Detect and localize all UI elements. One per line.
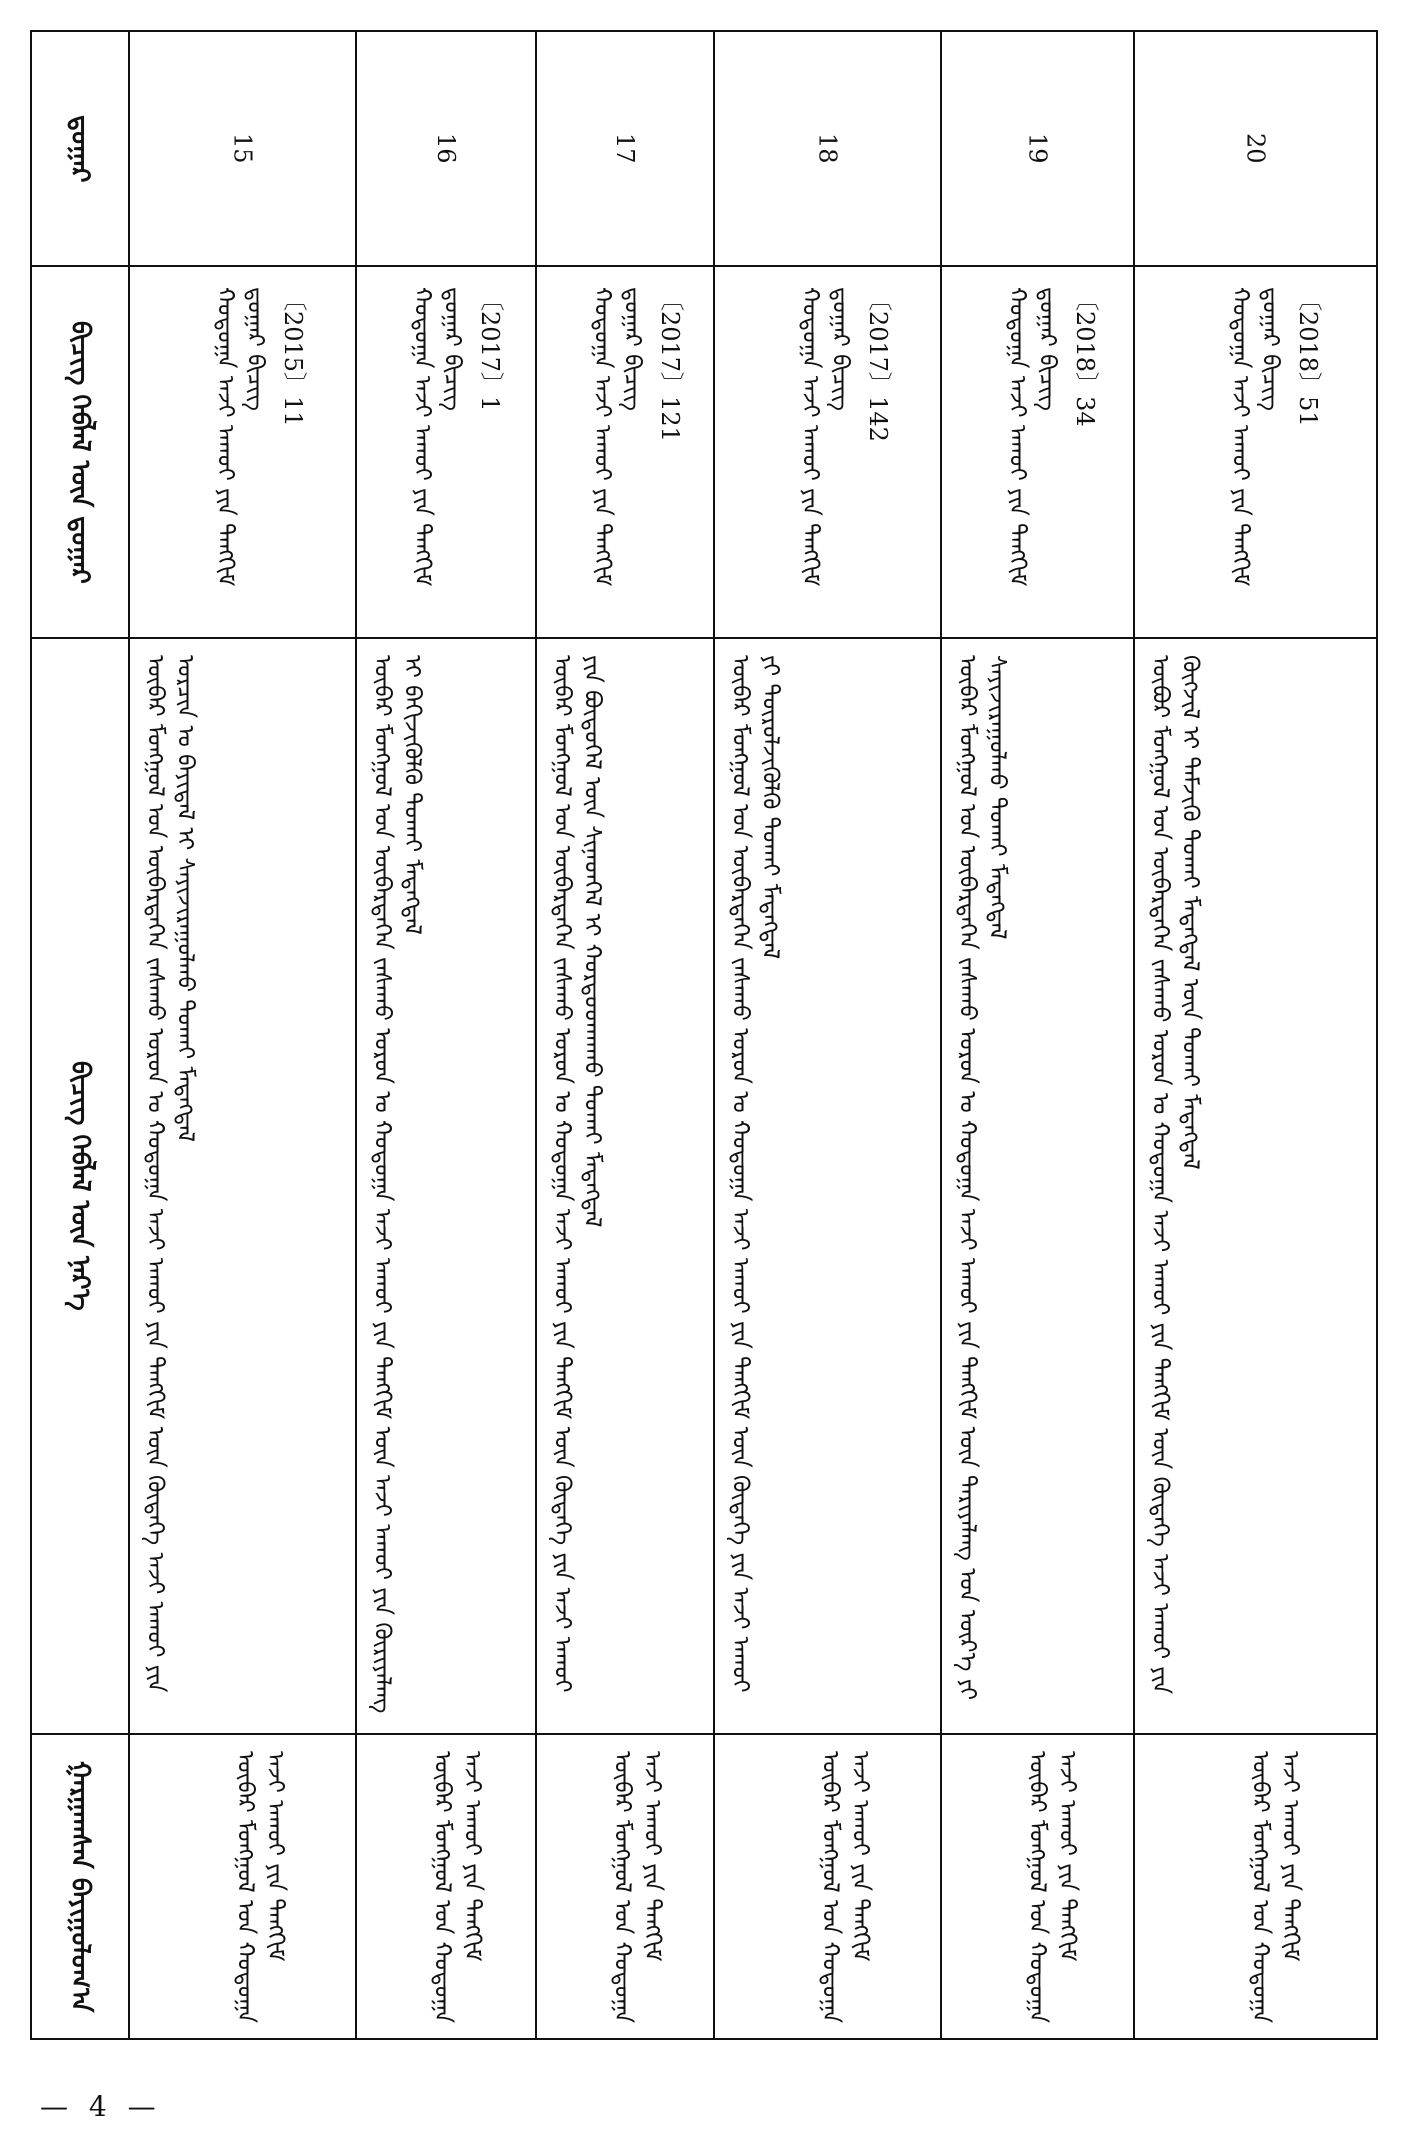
row-15-doc-title	[130, 639, 355, 1733]
row-17-issuer	[537, 1735, 713, 2038]
row-19-doc-title-text: ᠥᠪᠡᠷ ᠮᠣᠩᠭᠣᠯ ᠤᠨ ᠥᠪᠡᠷᠲᠡᠭᠡᠨ ᠵᠠᠰᠠᠬᠤ ᠣᠷᠣᠨ ᠤ ᠬᠣᠳᠣᠭᠠ ᠠᠵᠢ ᠠᠬᠤᠢ ᠶᠢᠨ ᠲᠡᠩᠬᠢᠮ ᠦᠨ ᠲᠠᠷᠢᠶᠠᠯᠠᠩ ᠤᠨ ᠦᠷ᠎ᠡ ᠶᠢ ᠰᠠᠶᠢᠵᠢᠷᠠᠭᠤᠯᠬᠤ ᠲᠤᠬᠠᠢ ᠮᠡᠳᠡᠭᠳᠡᠯ	[954, 655, 1010, 1701]
row-20-issuer	[1135, 1735, 1376, 2038]
header-doc-number	[32, 267, 128, 637]
header-doc-number-label: ᠪᠢᠴᠢᠭ ᠬᠡᠪᠯᠡᠯ ᠦᠨ ᠳ᠋ᠤᠭᠠᠷ	[65, 320, 95, 584]
row-15-doc-number-text: ᠬᠣᠳᠣᠭᠠ ᠠᠵᠢ ᠠᠬᠤᠢ ᠶᠢᠨ ᠲᠡᠩᠬᠢᠮ ᠳ᠋ᠤᠭᠠᠷ ᠪᠢᠴᠢᠭ	[212, 287, 268, 587]
row-15-doc-title-text: ᠥᠪᠡᠷ ᠮᠣᠩᠭᠣᠯ ᠤᠨ ᠥᠪᠡᠷᠲᠡᠭᠡᠨ ᠵᠠᠰᠠᠬᠤ ᠣᠷᠣᠨ ᠤ ᠬᠣᠳᠣᠭᠠ ᠠᠵᠢ ᠠᠬᠤᠢ ᠶᠢᠨ ᠲᠡᠩᠬᠢᠮ ᠦᠨ ᠬᠥᠳᠡᠭᠡ ᠠᠵᠢ ᠠᠬᠤᠢ ᠶᠢᠨ ᠣᠷᠴᠢᠨ ᠤ ᠪᠠᠶᠢᠳᠠᠯ ᠢ ᠰᠠᠶᠢᠵᠢᠷᠠᠭᠤᠯᠬᠤ ᠲᠤᠬᠠᠢ ᠮᠡᠳᠡᠭᠳᠡᠯ	[142, 655, 198, 1693]
row-15-serial-value: 15	[228, 133, 257, 164]
row-20-doc-prefix: 〔2018〕51	[1294, 287, 1322, 427]
row-16-doc-title	[357, 639, 535, 1733]
row-19-serial-value: 19	[1023, 133, 1052, 164]
row-20-doc-title-text: ᠦᠪᠦᠷ ᠮᠣᠩᠭᠣᠯ ᠤᠨ ᠥᠪᠡᠷᠲᠡᠭᠡᠨ ᠵᠠᠰᠠᠬᠤ ᠣᠷᠣᠨ ᠤ ᠬᠣᠳᠣᠭᠠ ᠠᠵᠢ ᠠᠬᠤᠢ ᠶᠢᠨ ᠲᠡᠩᠬᠢᠮ ᠦᠨ ᠬᠦᠳᠡᠭᠡ ᠠᠵᠢ ᠠᠬᠤᠢ ᠶᠢᠨ ᠬᠥᠭᠵᠢᠯ ᠢ ᠳᠡᠮᠵᠢᠬᠦ ᠲᠤᠬᠠᠢ ᠮᠡᠳᠡᠭᠳᠡᠯ ᠦᠨ ᠲᠤᠬᠠᠢ ᠮᠡᠳᠡᠭᠳᠡᠯ	[1147, 655, 1203, 1695]
row-17-doc-number	[537, 267, 713, 637]
row-20-doc-title	[1135, 639, 1376, 1733]
row-15-issuer-text: ᠥᠪᠡᠷ ᠮᠣᠩᠭᠣᠯ ᠤᠨ ᠬᠣᠳᠣᠭᠠ ᠠᠵᠢ ᠠᠬᠤᠢ ᠶᠢᠨ ᠲᠡᠩᠬᠢᠮ	[232, 1751, 288, 2024]
header-issuer-label: ᠭᠠᠷᠭᠠᠭᠰᠠᠨ ᠪᠠᠶᠢᠭᠤᠯᠤᠭ᠎ᠠ	[65, 1760, 95, 2013]
row-20-doc-number	[1135, 267, 1376, 637]
row-17-issuer-text: ᠥᠪᠡᠷ ᠮᠣᠩᠭᠣᠯ ᠤᠨ ᠬᠣᠳᠣᠭᠠ ᠠᠵᠢ ᠠᠬᠤᠢ ᠶᠢᠨ ᠲᠡᠩᠬᠢᠮ	[609, 1751, 665, 2024]
header-doc-title	[32, 639, 128, 1733]
row-16-doc-number-text: ᠬᠣᠳᠣᠭᠠ ᠠᠵᠢ ᠠᠬᠤᠢ ᠶᠢᠨ ᠲᠡᠩᠬᠢᠮ ᠳ᠋ᠤᠭᠠᠷ ᠪᠢᠴᠢᠭ	[409, 287, 465, 587]
row-20-issuer-text: ᠥᠪᠡᠷ ᠮᠣᠩᠭᠣᠯ ᠤᠨ ᠬᠣᠳᠣᠭᠠ ᠠᠵᠢ ᠠᠬᠤᠢ ᠶᠢᠨ ᠲᠡᠩᠬᠢᠮ	[1247, 1751, 1303, 2024]
row-17-serial	[537, 32, 713, 265]
row-19-doc-number	[942, 267, 1133, 637]
row-17-doc-title	[537, 639, 713, 1733]
header-serial	[32, 32, 128, 265]
row-16-serial-value: 16	[432, 133, 460, 164]
row-18-doc-title-text: ᠥᠪᠡᠷ ᠮᠣᠩᠭᠣᠯ ᠤᠨ ᠥᠪᠡᠷᠲᠡᠭᠡᠨ ᠵᠠᠰᠠᠬᠤ ᠣᠷᠣᠨ ᠤ ᠬᠣᠳᠣᠭᠠ ᠠᠵᠢ ᠠᠬᠤᠢ ᠶᠢᠨ ᠲᠡᠩᠬᠢᠮ ᠦᠨ ᠬᠥᠳᠡᠭᠡ ᠶᠢᠨ ᠠᠵᠢ ᠠᠬᠤᠢ ᠶᠢ ᠲᠥᠷᠦᠯᠵᠢᠭᠦᠯᠬᠦ ᠲᠤᠬᠠᠢ ᠮᠡᠳᠡᠭᠳᠡᠯ	[727, 655, 783, 1693]
row-15-serial	[130, 32, 355, 265]
page-number: — 4 —	[40, 2090, 162, 2123]
row-19-issuer	[942, 1735, 1133, 2038]
row-20-serial	[1135, 32, 1376, 265]
row-20-doc-number-text: ᠬᠣᠳᠣᠭᠠ ᠠᠵᠢ ᠠᠬᠤᠢ ᠶᠢᠨ ᠲᠡᠩᠬᠢᠮ ᠳ᠋ᠤᠭᠠᠷ ᠪᠢᠴᠢᠭ	[1227, 287, 1283, 587]
row-16-serial	[357, 32, 535, 265]
row-17-doc-prefix: 〔2017〕121	[656, 287, 684, 442]
header-issuer	[32, 1735, 128, 2038]
row-18-issuer	[715, 1735, 940, 2038]
row-19-issuer-text: ᠥᠪᠡᠷ ᠮᠣᠩᠭᠣᠯ ᠤᠨ ᠬᠣᠳᠣᠭᠠ ᠠᠵᠢ ᠠᠬᠤᠢ ᠶᠢᠨ ᠲᠡᠩᠬᠢᠮ	[1024, 1751, 1080, 2024]
header-doc-title-label: ᠪᠢᠴᠢᠭ ᠬᠡᠪᠯᠡᠯ ᠦᠨ ᠨᠡᠷ᠎ᠡ	[65, 1061, 95, 1311]
row-16-issuer-text: ᠥᠪᠡᠷ ᠮᠣᠩᠭᠣᠯ ᠤᠨ ᠬᠣᠳᠣᠭᠠ ᠠᠵᠢ ᠠᠬᠤᠢ ᠶᠢᠨ ᠲᠡᠩᠬᠢᠮ	[429, 1751, 485, 2024]
row-19-doc-title	[942, 639, 1133, 1733]
row-16-doc-title-text: ᠥᠪᠡᠷ ᠮᠣᠩᠭᠣᠯ ᠤᠨ ᠥᠪᠡᠷᠲᠡᠭᠡᠨ ᠵᠠᠰᠠᠬᠤ ᠣᠷᠣᠨ ᠤ ᠬᠣᠳᠣᠭᠠ ᠠᠵᠢ ᠠᠬᠤᠢ ᠶᠢᠨ ᠲᠡᠩᠬᠢᠮ ᠦᠨ ᠠᠵᠢ ᠠᠬᠤᠢ ᠶᠢᠨ ᠬᠦᠷᠢᠶᠡᠯᠡᠩ ᠢ ᠪᠡᠬᠢᠵᠢᠭᠦᠯᠬᠦ ᠲᠤᠬᠠᠢ ᠮᠡᠳᠡᠭᠳᠡᠯ	[369, 655, 425, 1714]
row-18-doc-number-text: ᠬᠣᠳᠣᠭᠠ ᠠᠵᠢ ᠠᠬᠤᠢ ᠶᠢᠨ ᠲᠡᠩᠬᠢᠮ ᠳ᠋ᠤᠭᠠᠷ ᠪᠢᠴᠢᠭ	[797, 287, 853, 587]
row-19-serial	[942, 32, 1133, 265]
row-15-doc-number	[130, 267, 355, 637]
row-18-serial-value: 18	[813, 133, 842, 164]
header-serial-label: ᠳ᠋ᠤᠭᠠᠷ	[65, 114, 95, 183]
row-20-serial-value: 20	[1241, 133, 1270, 164]
row-17-doc-title-text: ᠥᠪᠡᠷ ᠮᠣᠩᠭᠣᠯ ᠤᠨ ᠥᠪᠡᠷᠲᠡᠭᠡᠨ ᠵᠠᠰᠠᠬᠤ ᠣᠷᠣᠨ ᠤ ᠬᠣᠳᠣᠭᠠ ᠠᠵᠢ ᠠᠬᠤᠢ ᠶᠢᠨ ᠲᠡᠩᠬᠢᠮ ᠦᠨ ᠬᠥᠳᠡᠭᠡ ᠶᠢᠨ ᠠᠵᠢ ᠠᠬᠤᠢ ᠶᠢᠨ ᠪᠦᠲᠦᠭᠡᠯ ᠦᠨ ᠰᠢᠨᠡᠳᠬᠡᠯ ᠢ ᠬᠤᠷᠳᠤᠳᠬᠠᠬᠤ ᠲᠤᠬᠠᠢ ᠮᠡᠳᠡᠭᠳᠡᠯ	[549, 655, 605, 1693]
row-18-serial	[715, 32, 940, 265]
row-18-doc-prefix: 〔2017〕142	[864, 287, 892, 442]
row-16-issuer	[357, 1735, 535, 2038]
row-16-doc-prefix: 〔2017〕1	[476, 287, 504, 412]
row-15-doc-prefix: 〔2015〕11	[279, 287, 307, 427]
row-18-doc-number	[715, 267, 940, 637]
row-19-doc-number-text: ᠬᠣᠳᠣᠭᠠ ᠠᠵᠢ ᠠᠬᠤᠢ ᠶᠢᠨ ᠲᠡᠩᠬᠢᠮ ᠳ᠋ᠤᠭᠠᠷ ᠪᠢᠴᠢᠭ	[1004, 287, 1060, 587]
row-15-issuer	[130, 1735, 355, 2038]
row-17-doc-number-text: ᠬᠣᠳᠣᠭᠠ ᠠᠵᠢ ᠠᠬᠤᠢ ᠶᠢᠨ ᠲᠡᠩᠬᠢᠮ ᠳ᠋ᠤᠭᠠᠷ ᠪᠢᠴᠢᠭ	[589, 287, 645, 587]
row-16-doc-number	[357, 267, 535, 637]
row-17-serial-value: 17	[611, 133, 639, 164]
row-18-doc-title	[715, 639, 940, 1733]
row-19-doc-prefix: 〔2018〕34	[1071, 287, 1099, 427]
row-18-issuer-text: ᠥᠪᠡᠷ ᠮᠣᠩᠭᠣᠯ ᠤᠨ ᠬᠣᠳᠣᠭᠠ ᠠᠵᠢ ᠠᠬᠤᠢ ᠶᠢᠨ ᠲᠡᠩᠬᠢᠮ	[817, 1751, 873, 2024]
